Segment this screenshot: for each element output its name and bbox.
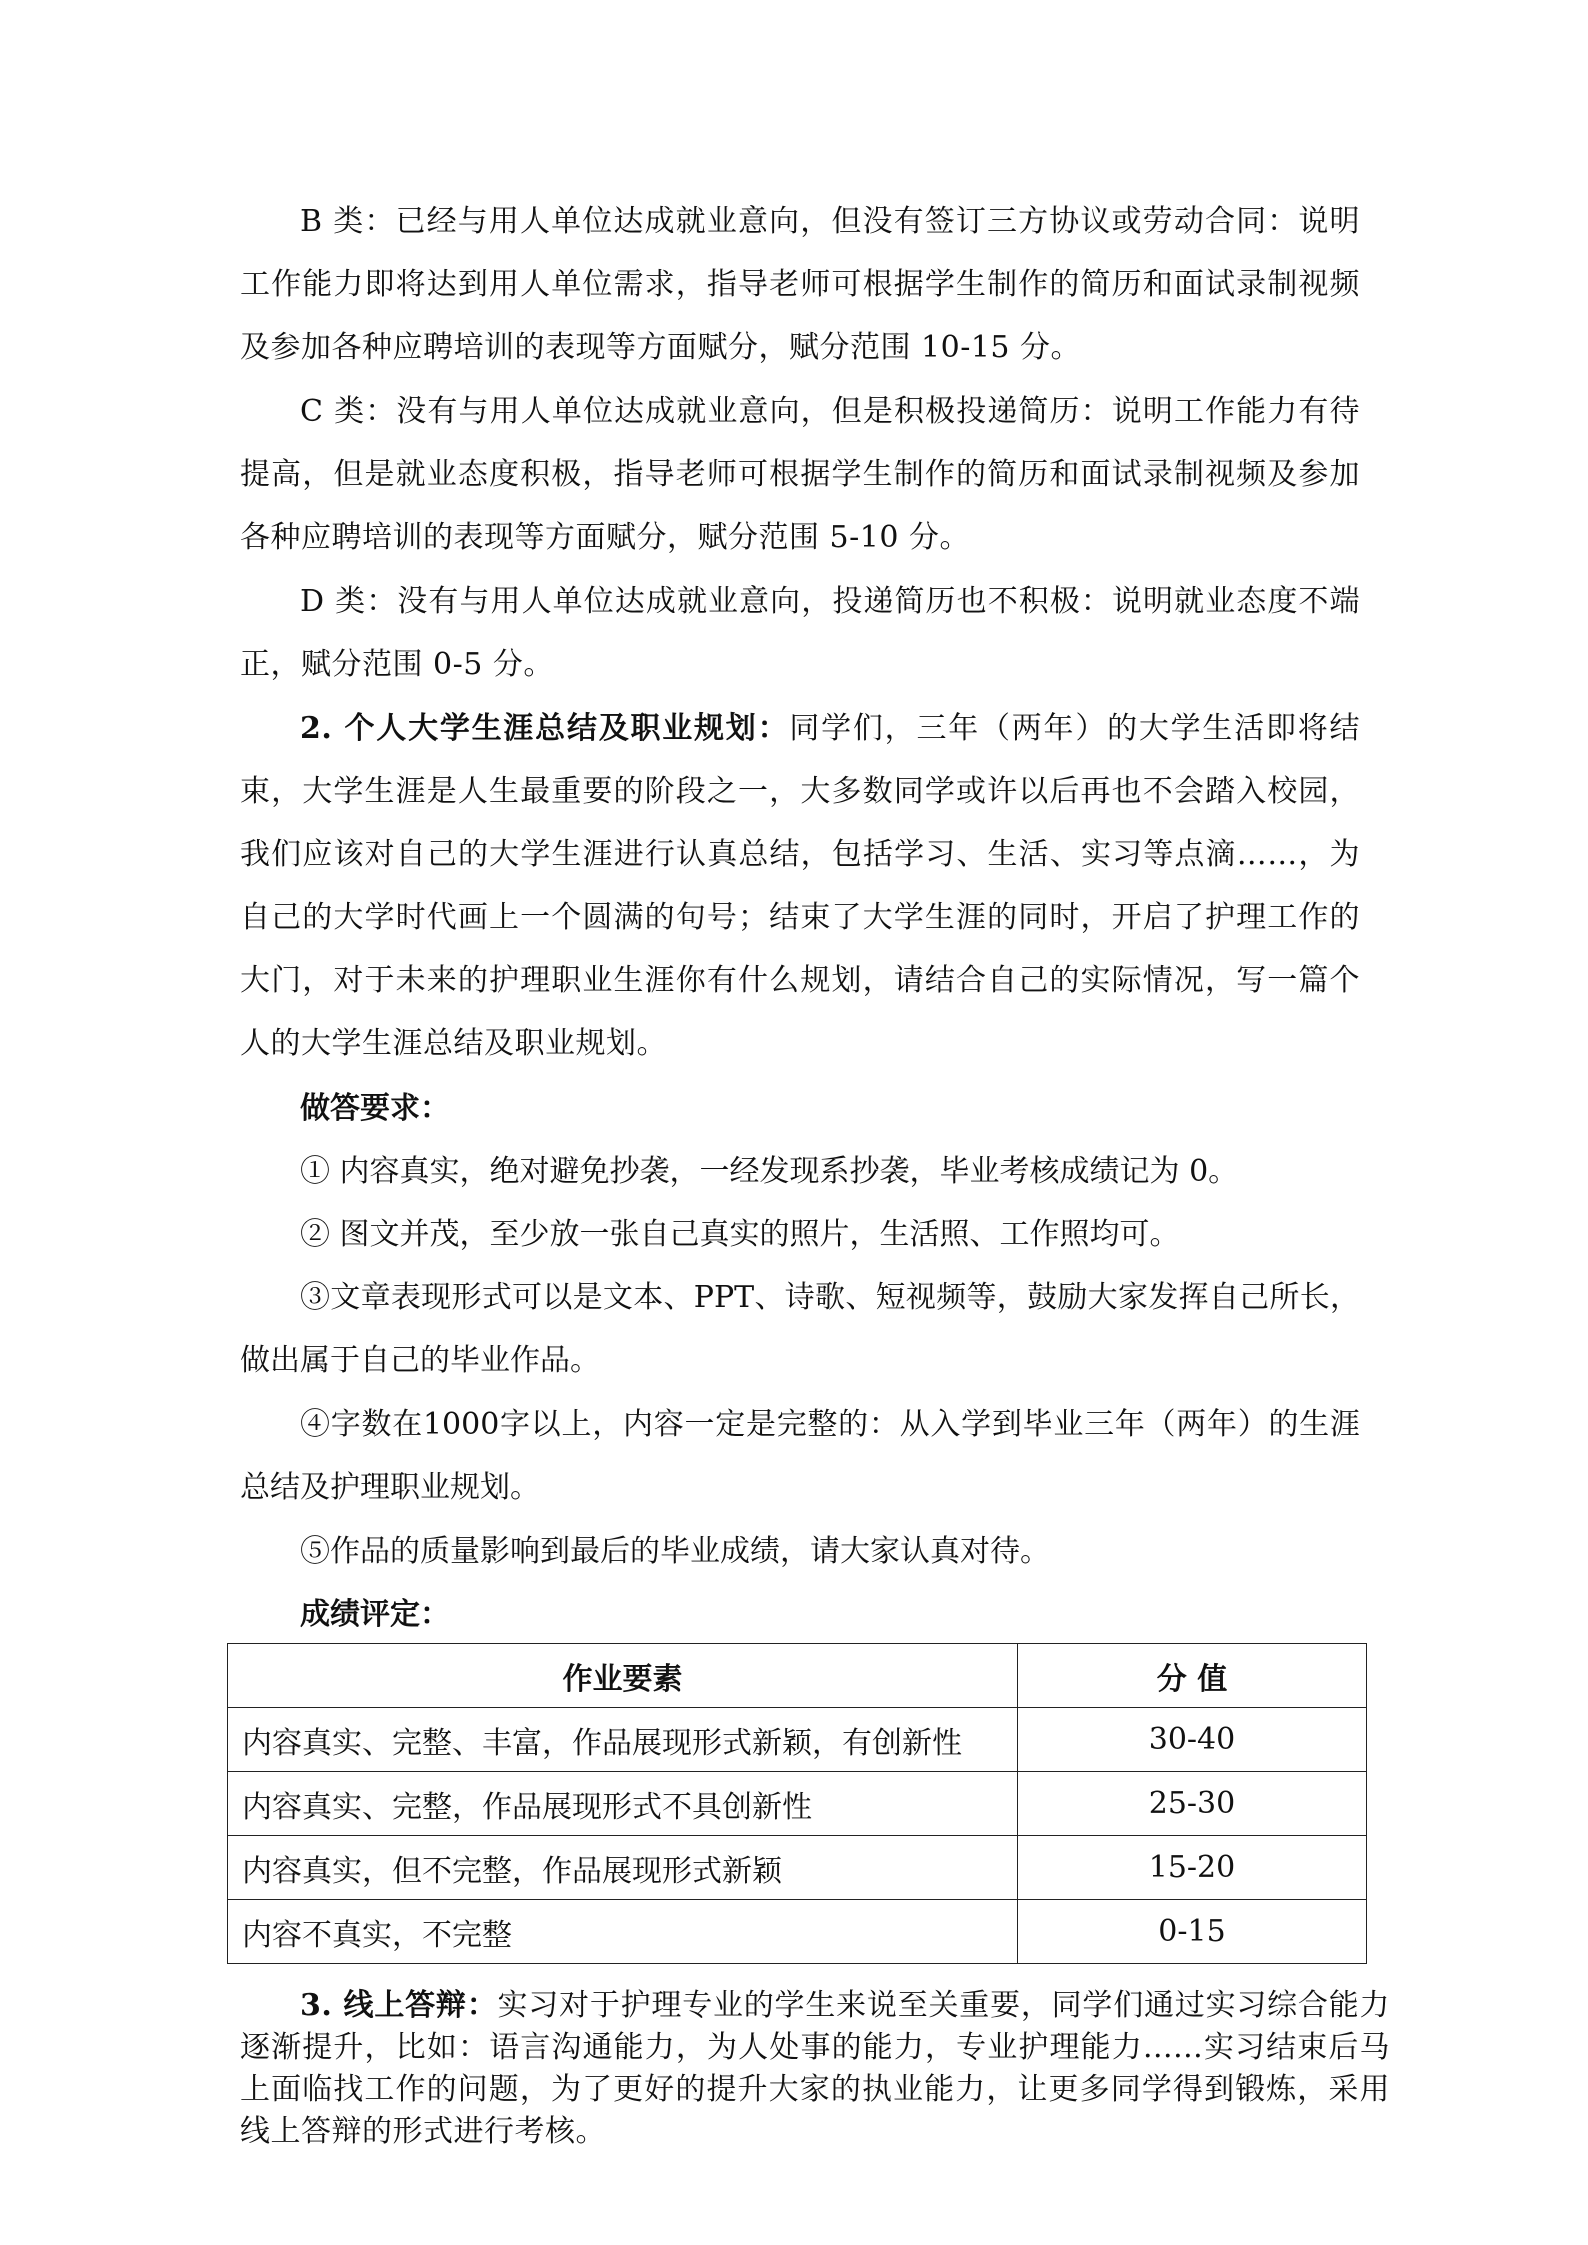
grading-title: 成绩评定： — [300, 1597, 450, 1632]
header-elements: 作业要素 — [228, 1644, 1018, 1708]
requirement-item-4: ④字数在1000字以上，内容一定是完整的：从入学到毕业三年（两年）的生涯总结及护理职业规划。 — [240, 1407, 1360, 1505]
section-3-body: 实习对于护理专业的学生来说至关重要，同学们通过实习综合能力逐渐提升，比如：语言沟通能力，为人处事的能力，专业护理能力......实习结束后马上面临找工作的问题，为了更好的提升大家的执业能力，让更多同学得到锻炼，采用线上答辩的形式进行考核。 — [240, 1988, 1391, 2149]
row-3-element: 内容真实，但不完整，作品展现形式新颖 — [228, 1836, 1018, 1900]
requirement-item-3: ③文章表现形式可以是文本、PPT、诗歌、短视频等，鼓励大家发挥自己所长，做出属于自己的毕业作品。 — [240, 1280, 1360, 1378]
section-2-paragraph — [240, 697, 1360, 1075]
paragraph-category-c: C 类：没有与用人单位达成就业意向，但是积极投递简历：说明工作能力有待提高，但是就业态度积极，指导老师可根据学生制作的简历和面试录制视频及参加各种应聘培训的表现等方面赋分，赋分范围 5-10 分。 — [240, 394, 1360, 555]
row-3-score: 15-20 — [1018, 1836, 1367, 1900]
requirement-item-2: ② 图文并茂，至少放一张自己真实的照片，生活照、工作照均可。 — [300, 1217, 1180, 1252]
requirements-title: 做答要求： — [300, 1091, 450, 1126]
table-row — [228, 1836, 1367, 1900]
section-3-paragraph — [240, 1985, 1390, 2153]
section-3-title: 3. 线上答辩： — [300, 1988, 498, 2023]
grading-table — [227, 1643, 1367, 1964]
row-4-element: 内容不真实，不完整 — [228, 1900, 1018, 1964]
table-row — [228, 1900, 1367, 1964]
requirement-item-5: ⑤作品的质量影响到最后的毕业成绩，请大家认真对待。 — [300, 1534, 1050, 1569]
table-row — [228, 1772, 1367, 1836]
section-2-title: 2. 个人大学生涯总结及职业规划： — [300, 711, 790, 746]
paragraph-category-b: B 类：已经与用人单位达成就业意向，但没有签订三方协议或劳动合同：说明工作能力即将达到用人单位需求，指导老师可根据学生制作的简历和面试录制视频及参加各种应聘培训的表现等方面赋分，赋分范围 10-15 分。 — [240, 204, 1360, 365]
row-4-score: 0-15 — [1018, 1900, 1367, 1964]
requirement-item-1: ① 内容真实，绝对避免抄袭，一经发现系抄袭，毕业考核成绩记为 0。 — [300, 1154, 1239, 1189]
table-header-row — [228, 1644, 1367, 1708]
row-1-element: 内容真实、完整、丰富，作品展现形式新颖，有创新性 — [228, 1708, 1018, 1772]
header-score: 分 值 — [1018, 1644, 1367, 1708]
paragraph-category-d: D 类：没有与用人单位达成就业意向，投递简历也不积极：说明就业态度不端正，赋分范围 0-5 分。 — [240, 584, 1360, 682]
row-1-score: 30-40 — [1018, 1708, 1367, 1772]
section-2-body: 同学们，三年（两年）的大学生活即将结束，大学生涯是人生最重要的阶段之一，大多数同学或许以后再也不会踏入校园，我们应该对自己的大学生涯进行认真总结，包括学习、生活、实习等点滴……，为自己的大学时代画上一个圆满的句号；结束了大学生涯的同时，开启了护理工作的大门，对于未来的护理职业生涯你有什么规划，请结合自己的实际情况，写一篇个人的大学生涯总结及职业规划。 — [240, 711, 1360, 1061]
table-row — [228, 1708, 1367, 1772]
row-2-element: 内容真实、完整，作品展现形式不具创新性 — [228, 1772, 1018, 1836]
row-2-score: 25-30 — [1018, 1772, 1367, 1836]
